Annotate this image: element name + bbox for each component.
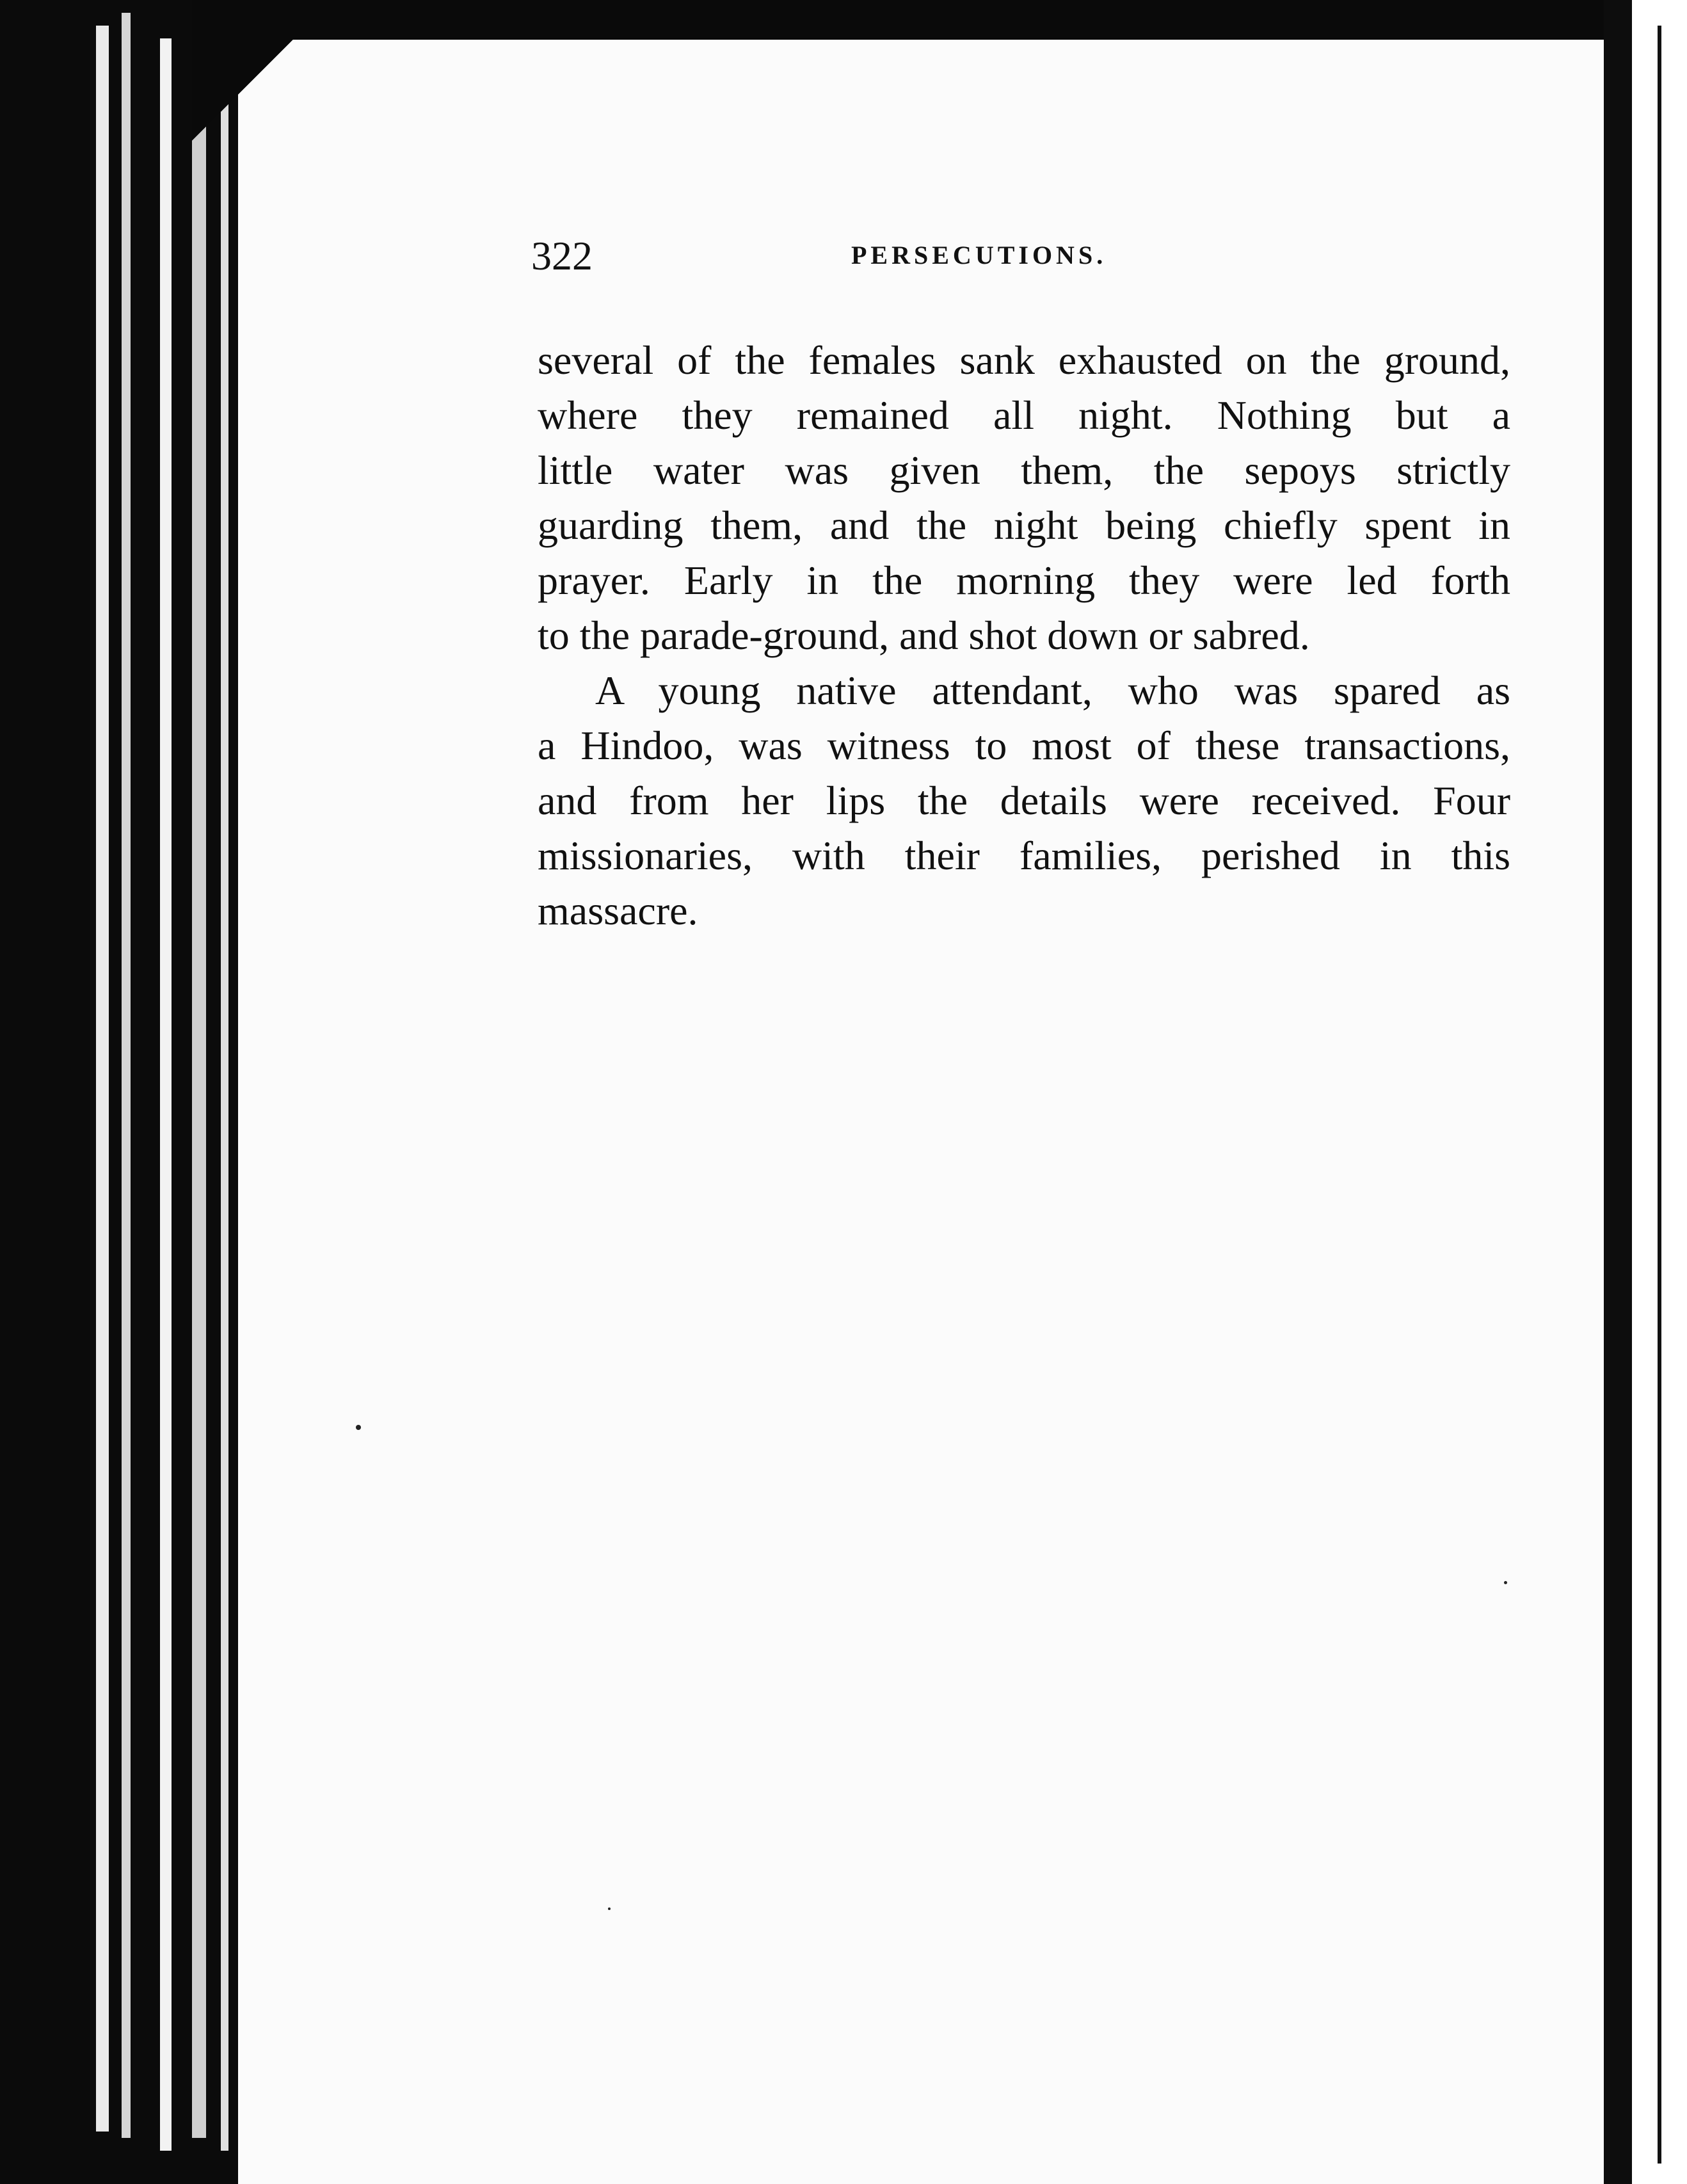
ink-speck bbox=[608, 1907, 611, 1910]
page-edge bbox=[160, 38, 172, 2151]
paragraph bbox=[538, 333, 1510, 663]
top-border bbox=[192, 0, 1619, 40]
text-line: several of the females sank exhausted on the ground, bbox=[538, 337, 1510, 383]
page-edge bbox=[192, 51, 206, 2138]
text-line: missionaries, with their families, perished in this bbox=[538, 833, 1510, 878]
page-edge bbox=[122, 13, 131, 2138]
text-line: and from her lips the details were received. Four bbox=[538, 778, 1510, 823]
page-corner bbox=[192, 38, 294, 141]
text-line: prayer. Early in the morning they were led forth bbox=[538, 558, 1510, 603]
facing-page-edge bbox=[1658, 26, 1661, 2164]
ink-speck bbox=[1504, 1581, 1507, 1584]
running-title: PERSECUTIONS. bbox=[851, 241, 1107, 269]
paragraph bbox=[538, 663, 1510, 938]
page-edges-binding bbox=[0, 0, 269, 2184]
page-edge bbox=[221, 45, 228, 2151]
text-line: massacre. bbox=[538, 888, 698, 933]
ink-speck bbox=[356, 1425, 361, 1430]
text-line: A young native attendant, who was spared as bbox=[595, 668, 1510, 713]
text-line: to the parade-ground, and shot down or sabred. bbox=[538, 613, 1310, 658]
page-edge bbox=[96, 26, 109, 2132]
page-number: 322 bbox=[531, 233, 593, 278]
text-line: where they remained all night. Nothing but a bbox=[538, 392, 1510, 438]
running-head bbox=[531, 227, 1491, 285]
body-text bbox=[538, 333, 1510, 938]
text-line: a Hindoo, was witness to most of these transactions, bbox=[538, 723, 1510, 768]
text-line: little water was given them, the sepoys strictly bbox=[538, 447, 1510, 493]
right-gutter bbox=[1604, 0, 1632, 2184]
text-line: guarding them, and the night being chiefly spent in bbox=[538, 502, 1510, 548]
